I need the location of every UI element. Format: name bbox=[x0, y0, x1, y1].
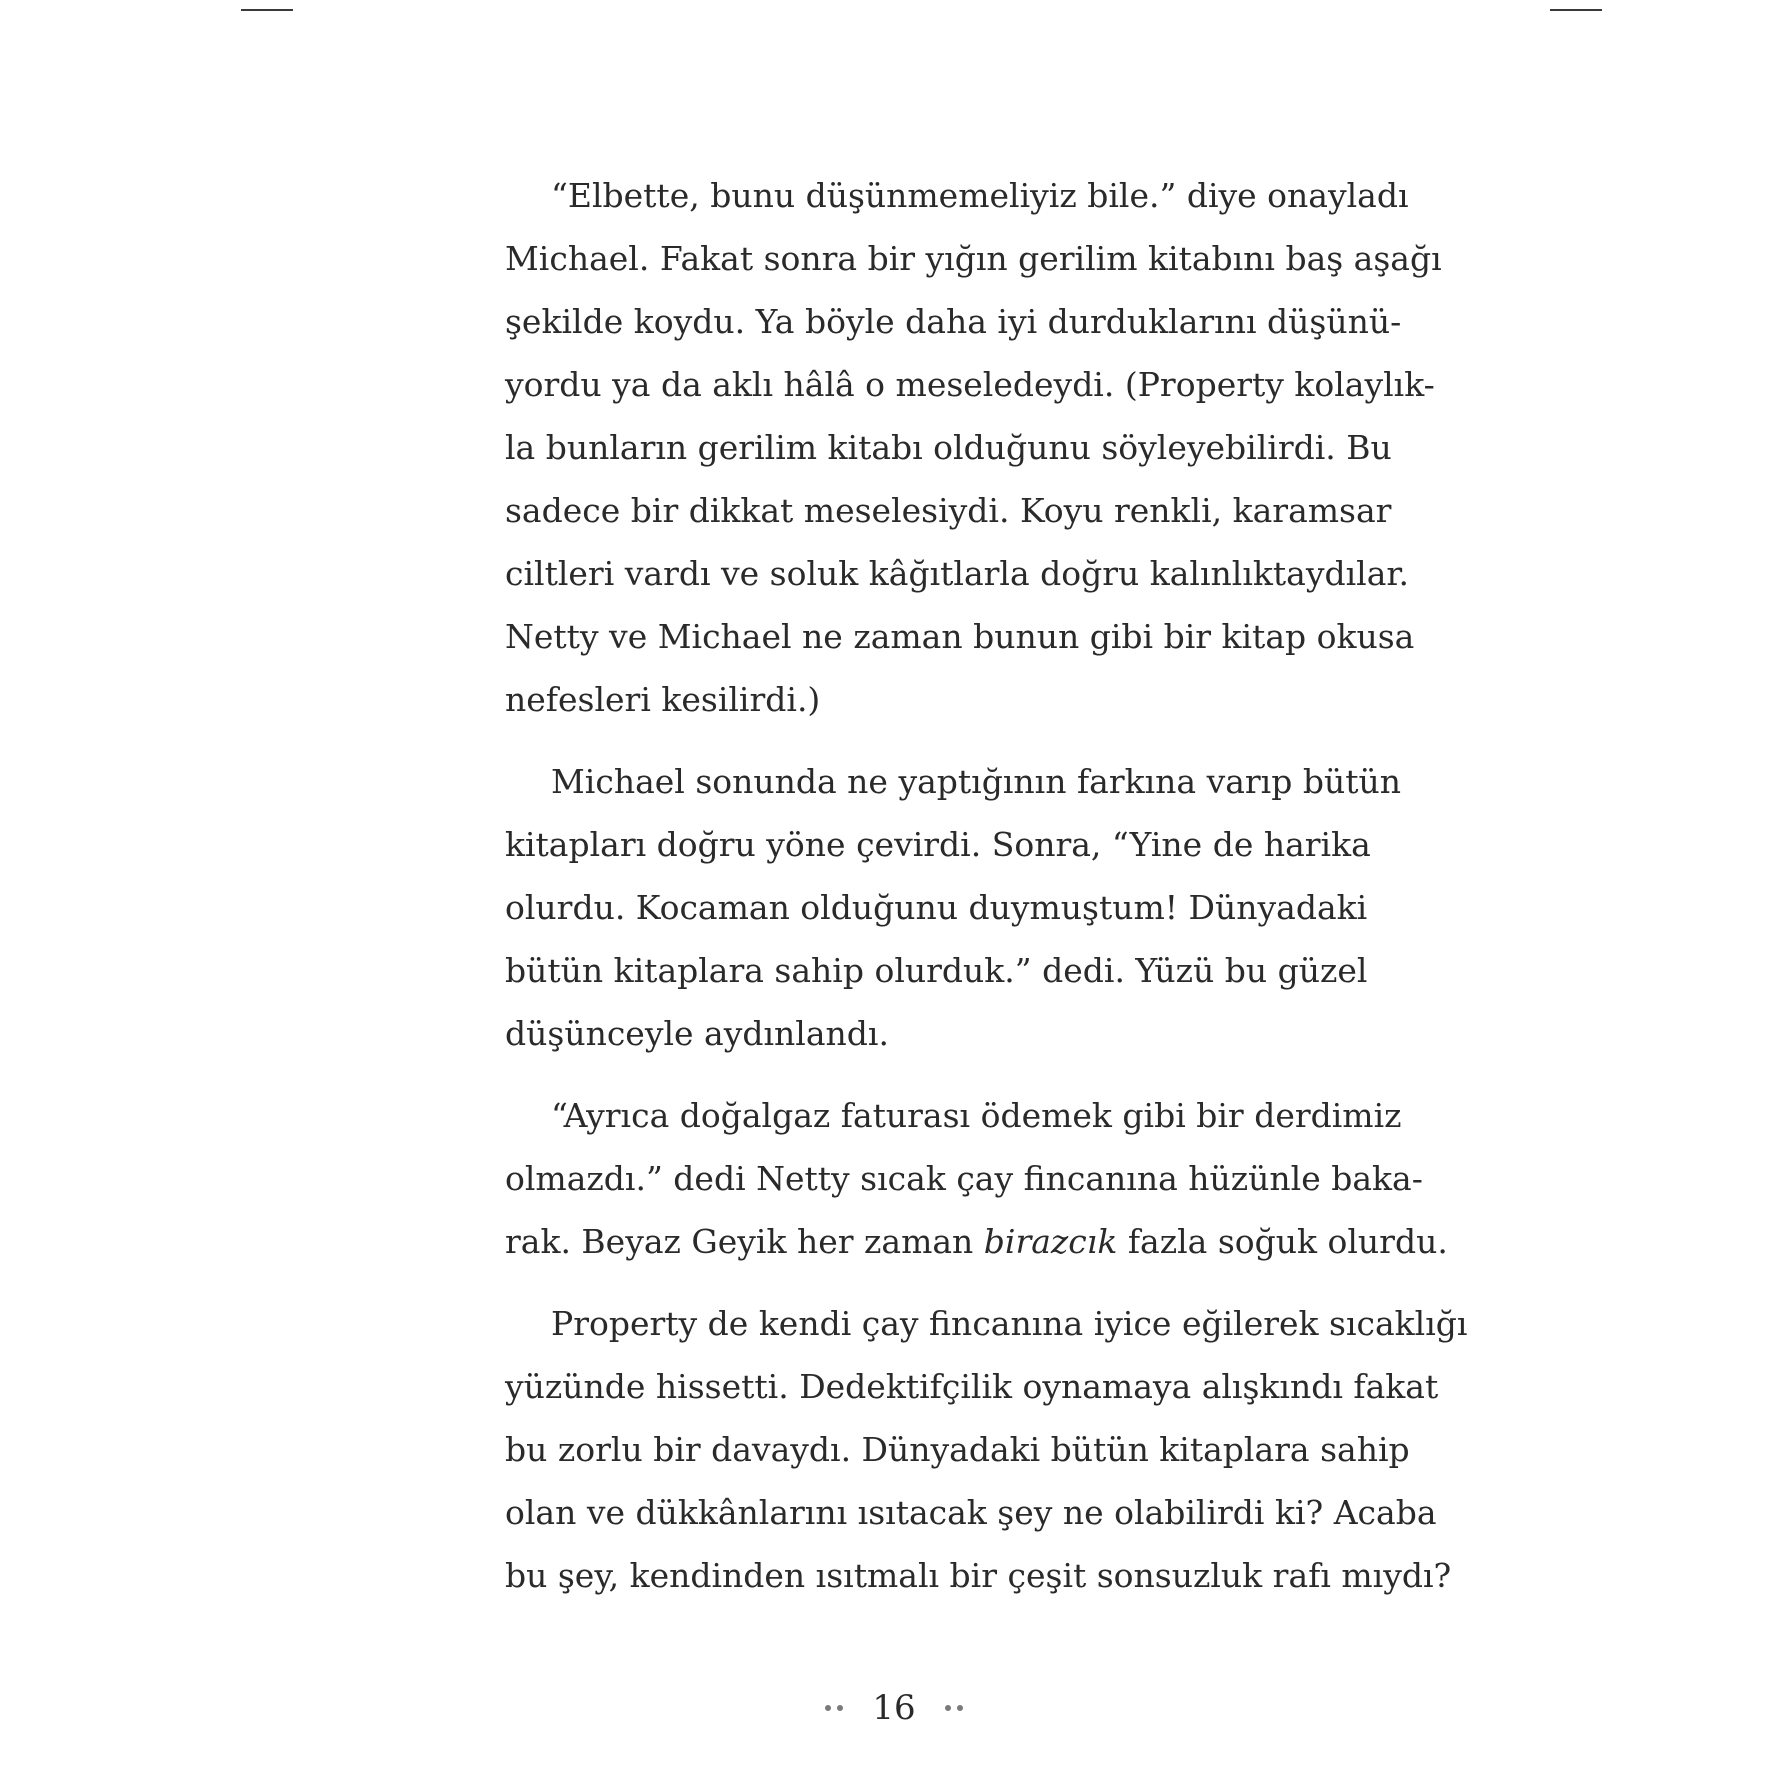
text-line: yüzünde hissetti. Dedektifçilik oynamaya alışkındı fakat bbox=[505, 1367, 1439, 1406]
page-number: 16 bbox=[872, 1688, 916, 1728]
text-line: nefesleri kesilirdi.) bbox=[505, 680, 821, 719]
text-line: “Ayrıca doğalgaz faturası ödemek gibi bir derdimiz bbox=[551, 1096, 1402, 1135]
text-line: ciltleri vardı ve soluk kâğıtlarla doğru kalınlıktaydılar. bbox=[505, 554, 1410, 593]
text-line: Property de kendi çay fincanına iyice eğilerek sıcaklığı bbox=[551, 1304, 1468, 1343]
text-line: olurdu. Kocaman olduğunu duymuştum! Dünyadaki bbox=[505, 888, 1368, 927]
text-line: Netty ve Michael ne zaman bunun gibi bir kitap okusa bbox=[505, 617, 1415, 656]
text-line: kitapları doğru yöne çevirdi. Sonra, “Yine de harika bbox=[505, 825, 1371, 864]
crop-mark-right bbox=[1550, 9, 1602, 11]
ornament-dots-left bbox=[822, 1686, 846, 1726]
text-line: şekilde koydu. Ya böyle daha iyi durduklarını düşünü- bbox=[505, 302, 1402, 341]
text-line: bu şey, kendinden ısıtmalı bir çeşit sonsuzluk rafı mıydı? bbox=[505, 1556, 1452, 1595]
text-line: sadece bir dikkat meselesiydi. Koyu renkli, karamsar bbox=[505, 491, 1392, 530]
body-text bbox=[505, 164, 1468, 1607]
text-line: bu zorlu bir davaydı. Dünyadaki bütün kitaplara sahip bbox=[505, 1430, 1410, 1469]
text-line: “Elbette, bunu düşünmemeliyiz bile.” diye onayladı bbox=[551, 176, 1409, 215]
text-line: bütün kitaplara sahip olurduk.” dedi. Yüzü bu güzel bbox=[505, 951, 1368, 990]
text-line: olmazdı.” dedi Netty sıcak çay fincanına hüzünle baka- bbox=[505, 1159, 1423, 1198]
italic-word: birazcık bbox=[983, 1222, 1118, 1261]
paragraph-2 bbox=[505, 750, 1401, 1065]
text-line: Michael. Fakat sonra bir yığın gerilim kitabını baş aşağı bbox=[505, 239, 1442, 278]
text-line: olan ve dükkânlarını ısıtacak şey ne olabilirdi ki? Acaba bbox=[505, 1493, 1437, 1532]
paragraph-1 bbox=[505, 164, 1442, 731]
crop-mark-left bbox=[241, 9, 293, 11]
paragraph-3 bbox=[505, 1084, 1448, 1273]
text-line: Michael sonunda ne yaptığının farkına varıp bütün bbox=[551, 762, 1401, 801]
text-run: rak. Beyaz Geyik her zaman bbox=[505, 1222, 984, 1261]
paragraph-4 bbox=[505, 1292, 1468, 1607]
text-line: la bunların gerilim kitabı olduğunu söyleyebilirdi. Bu bbox=[505, 428, 1392, 467]
text-run: fazla soğuk olurdu. bbox=[1117, 1222, 1448, 1261]
text-line: düşünceyle aydınlandı. bbox=[505, 1014, 889, 1053]
ornament-dots-right bbox=[942, 1686, 966, 1726]
page-footer bbox=[0, 1686, 1788, 1728]
text-line: yordu ya da aklı hâlâ o meseledeydi. (Property kolaylık- bbox=[505, 365, 1435, 404]
text-line bbox=[505, 1210, 1448, 1273]
